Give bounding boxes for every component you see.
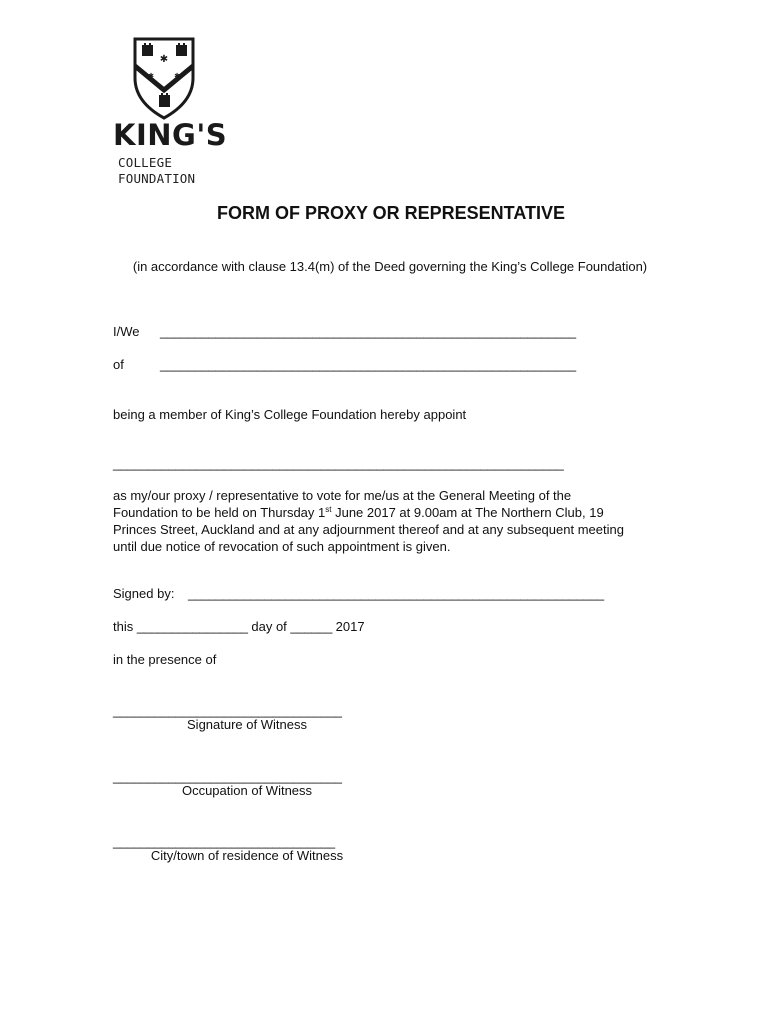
proxy-line: Princes Street, Auckland and at any adjournment thereof and at any subsequent meeting <box>113 522 624 537</box>
svg-text:✱: ✱ <box>159 54 169 65</box>
proxy-line: Foundation to be held on Thursday 1st June 2017 at 9.00am at The Northern Club, 19 <box>113 505 604 520</box>
logo-line-foundation: FOUNDATION <box>118 171 196 186</box>
day-of-label: day of <box>251 619 287 634</box>
year-label: 2017 <box>335 619 365 634</box>
this-row <box>113 619 365 634</box>
month-field[interactable]: ______ <box>290 619 333 634</box>
signed-by-label: Signed by: <box>113 586 175 601</box>
signed-by-field[interactable]: ____________________________________________________________ <box>188 586 604 601</box>
witness-city-caption: City/town of residence of Witness <box>150 848 344 863</box>
logo-line-college: COLLEGE <box>118 155 173 170</box>
presence-text: in the presence of <box>113 652 217 667</box>
appointee-field[interactable]: _________________________________________________________________ <box>113 456 564 471</box>
of-label: of <box>113 357 124 372</box>
page-title: FORM OF PROXY OR REPRESENTATIVE <box>216 203 566 223</box>
iwe-label: I/We <box>113 324 140 339</box>
proxy-line: until due notice of revocation of such appointment is given. <box>113 539 451 554</box>
witness-signature-caption: Signature of Witness <box>187 717 307 732</box>
witness-city-field[interactable]: ________________________________ <box>113 834 335 849</box>
witness-occupation-caption: Occupation of Witness <box>181 783 313 798</box>
proxy-paragraph <box>113 487 673 555</box>
day-field[interactable]: ________________ <box>136 619 248 634</box>
witness-signature-field[interactable]: _________________________________ <box>113 703 342 718</box>
proxy-line: as my/our proxy / representative to vote for me/us at the General Meeting of the <box>113 488 572 503</box>
this-label: this <box>113 619 134 634</box>
iwe-field[interactable]: ____________________________________________________________ <box>160 324 576 339</box>
of-field[interactable]: ____________________________________________________________ <box>160 357 576 372</box>
page-subtitle: (in accordance with clause 13.4(m) of the Deed governing the King’s College Foundation) <box>132 259 648 274</box>
witness-occupation-field[interactable]: _________________________________ <box>113 769 342 784</box>
appoint-text: being a member of King’s College Foundation hereby appoint <box>113 407 467 422</box>
svg-text:✱: ✱ <box>148 72 154 80</box>
svg-text:✱: ✱ <box>174 72 180 80</box>
logo-name: KING'S <box>113 118 228 152</box>
